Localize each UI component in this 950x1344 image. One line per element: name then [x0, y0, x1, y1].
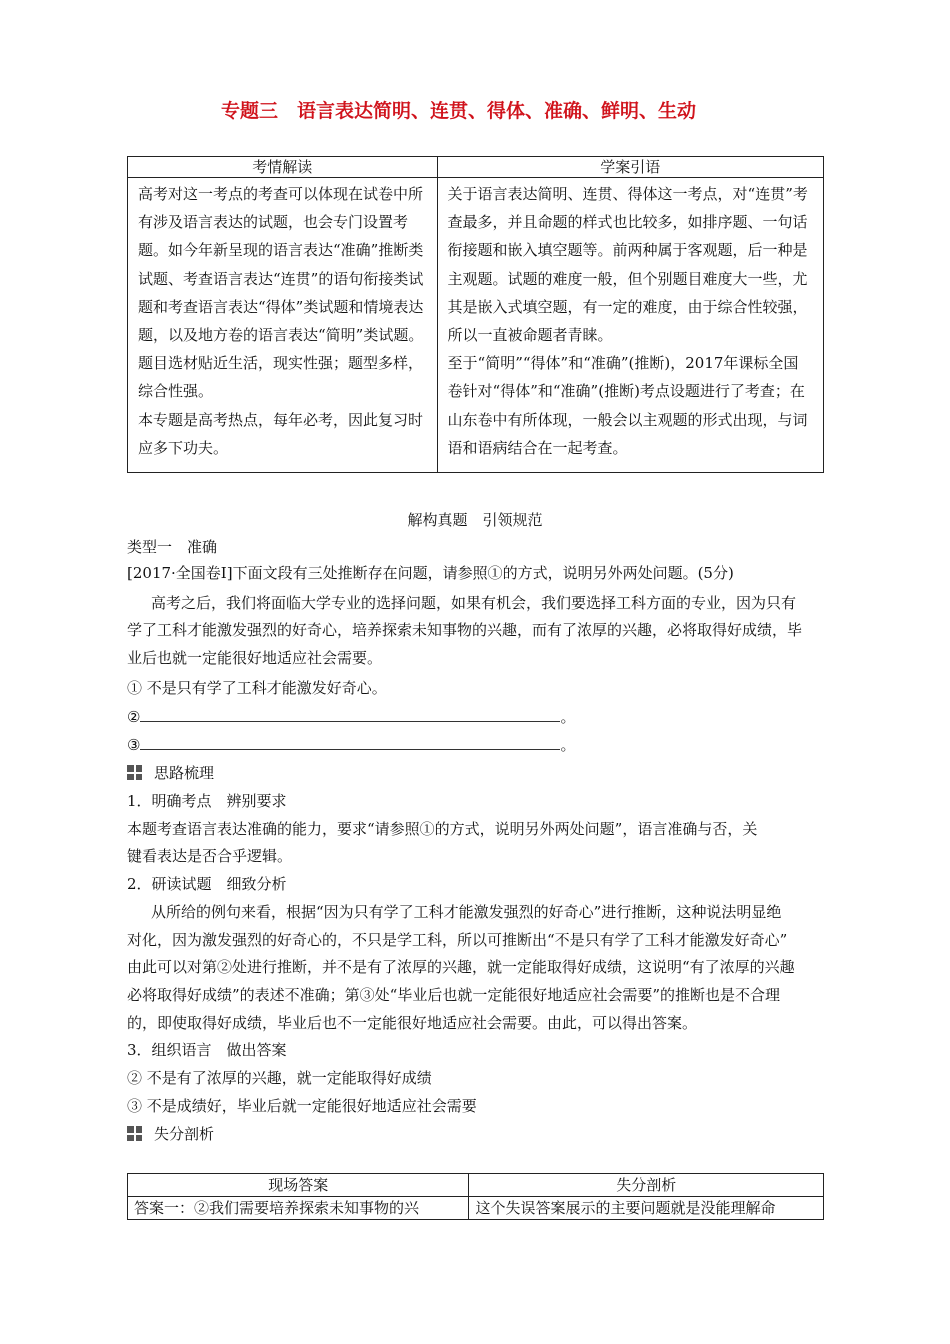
intro-left-cell [128, 178, 438, 473]
section-title: 解构真题 引领规范 [407, 511, 543, 529]
example-answer: ① 不是只有学了工科才能激发好奇心。 [127, 679, 387, 697]
question-stem: [2017·全国卷Ⅰ]下面文段有三处推断存在问题，请参照①的方式，说明另外两处问题。(5分) [127, 564, 734, 582]
loss-cell-analysis: 这个失误答案展示的主要问题就是没能理解命 [469, 1197, 824, 1220]
loss-header-right: 失分剖析 [469, 1174, 824, 1197]
intro-right-paragraph: 至于“简明”“得体”和“准确”(推断)，2017年课标全国卷针对“得体”和“准确”(推断)考点设题进行了考查；在山东卷中有所体现，一般会以主观题的形式出现，与词语和语病结合在一起考查。 [447, 354, 808, 457]
answer-line-3 [127, 734, 575, 755]
answer-line-2 [127, 706, 575, 727]
blank-period: 。 [560, 708, 576, 726]
loss-cell-answer: 答案一：②我们需要培养探索未知事物的兴 [128, 1197, 469, 1220]
intro-header-right: 学案引语 [437, 157, 823, 178]
loss-header-left: 现场答案 [128, 1174, 469, 1197]
blank-label: ③ [127, 736, 141, 754]
step-text: 键看表达是否合乎逻辑。 [127, 847, 293, 865]
answer-blank[interactable] [140, 706, 560, 722]
passage-line: 高考之后，我们将面临大学专业的选择问题，如果有机会，我们要选择工科方面的专业，因为只有 [151, 594, 797, 612]
step-text: 从所给的例句来看，根据“因为只有学了工科才能激发强烈的好奇心”进行推断，这种说法明显绝 [151, 903, 782, 921]
thinking-heading-text: 思路梳理 [154, 764, 215, 782]
thinking-heading [127, 763, 214, 783]
type-label: 类型一 准确 [127, 538, 218, 556]
step-title: 3．组织语言 做出答案 [127, 1041, 287, 1059]
loss-heading [127, 1124, 214, 1144]
grid-square-icon [127, 1126, 142, 1141]
intro-table [127, 156, 824, 473]
step-text: 本题考查语言表达准确的能力，要求“请参照①的方式，说明另外两处问题”，语言准确与否，关 [127, 820, 758, 838]
passage-line: 学了工科才能激发强烈的好奇心，培养探索未知事物的兴趣，而有了浓厚的兴趣，必将取得好成绩，毕 [127, 621, 803, 639]
intro-header-left: 考情解读 [128, 157, 438, 178]
step-text: 的，即使取得好成绩，毕业后也不一定能很好地适应社会需要。由此，可以得出答案。 [127, 1014, 698, 1032]
loss-table [127, 1173, 824, 1220]
step-text: 必将取得好成绩”的表述不准确；第③处“毕业后也就一定能很好地适应社会需要”的推断也是不合理 [127, 986, 781, 1004]
final-answer: ③ 不是成绩好，毕业后就一定能很好地适应社会需要 [127, 1097, 477, 1115]
intro-right-cell [437, 178, 823, 473]
blank-label: ② [127, 708, 141, 726]
blank-period: 。 [560, 736, 576, 754]
step-title: 1．明确考点 辨别要求 [127, 792, 287, 810]
grid-square-icon [127, 765, 142, 780]
final-answer: ② 不是有了浓厚的兴趣，就一定能取得好成绩 [127, 1069, 432, 1087]
answer-blank[interactable] [140, 734, 560, 750]
intro-left-paragraph: 高考对这一考点的考查可以体现在试卷中所有涉及语言表达的试题，也会专门设置考题。如今年新呈现的语言表达“准确”推断类试题、考查语言表达“连贯”的语句衔接类试题和考查语言表达“得体”类试题和情境表达题，以及地方卷的语言表达“简明”类试题。题目选材贴近生活，现实性强；题型多样，综合性强。 [138, 185, 424, 401]
intro-right-paragraph: 关于语言表达简明、连贯、得体这一考点，对“连贯”考查最多，并且命题的样式也比较多，如排序题、一句话衔接题和嵌入填空题等。前两种属于客观题，后一种是主观题。试题的难度一般，但个别题目难度大一些，尤其是嵌入式填空题，有一定的难度，由于综合性较强，所以一直被命题者青睐。 [447, 185, 808, 345]
step-text: 对化，因为激发强烈的好奇心的，不只是学工科，所以可推断出“不是只有学了工科才能激发好奇心” [127, 931, 788, 949]
page-title: 专题三 语言表达简明、连贯、得体、准确、鲜明、生动 [221, 100, 697, 122]
step-title: 2．研读试题 细致分析 [127, 875, 287, 893]
step-text: 由此可以对第②处进行推断，并不是有了浓厚的兴趣，就一定能取得好成绩，这说明“有了浓厚的兴趣 [127, 958, 795, 976]
passage-line: 业后也就一定能很好地适应社会需要。 [127, 649, 383, 667]
intro-left-paragraph: 本专题是高考热点，每年必考，因此复习时应多下功夫。 [138, 410, 424, 457]
loss-heading-text: 失分剖析 [154, 1125, 215, 1143]
